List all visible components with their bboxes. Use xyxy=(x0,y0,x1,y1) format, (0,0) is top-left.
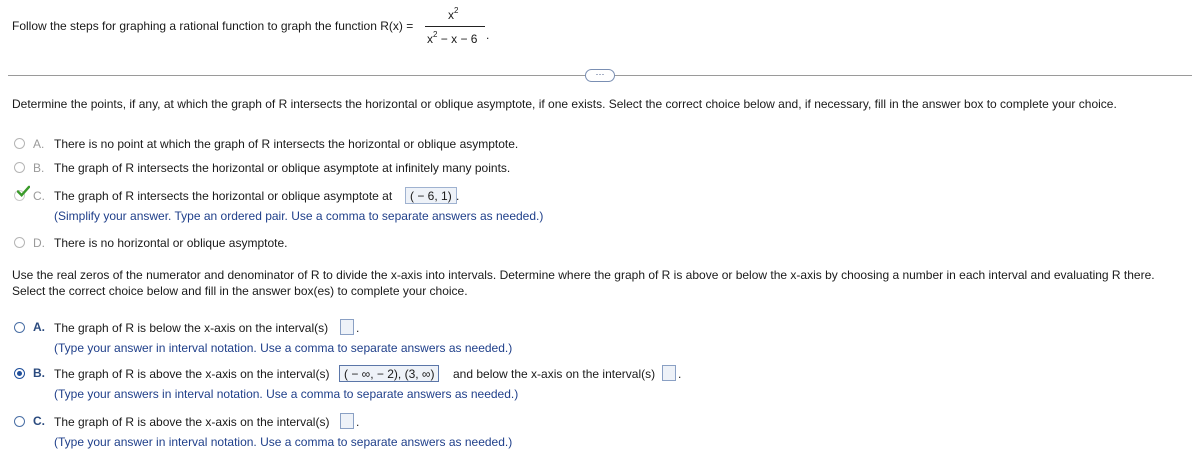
question-2-text-line1: Use the real zeros of the numerator and denominator of R to divide the x-axis into intervals. Determine where the graph of R is above or below the x-axis by choosing a number in each interval and evaluating R there. xyxy=(12,268,1155,282)
numerator: $x^2$ xyxy=(448,6,459,22)
q1-option-a-text[interactable]: There is no point at which the graph of R intersects the horizontal or oblique asymptote. xyxy=(54,137,519,151)
q2-option-a-period: . xyxy=(356,321,360,335)
q2-answer-box-below[interactable] xyxy=(662,365,676,381)
q2-option-a-letter: A. xyxy=(33,320,45,334)
prompt-period: . xyxy=(486,28,490,42)
q1-option-d-radio[interactable] xyxy=(14,237,25,248)
fraction-bar xyxy=(425,26,485,27)
q1-option-c-text[interactable]: The graph of R intersects the horizontal or oblique asymptote at xyxy=(54,189,393,203)
denominator: $x^2 - x - 6$ xyxy=(427,30,478,46)
q1-option-c-hint: (Simplify your answer. Type an ordered pair. Use a comma to separate answers as needed.) xyxy=(54,209,544,223)
q2-option-b-period: . xyxy=(678,367,682,381)
q2-option-c-answer-box[interactable] xyxy=(340,413,354,429)
q2-option-b-middle-text: and below the x-axis on the interval(s) xyxy=(453,367,656,381)
q2-option-a-answer-box[interactable] xyxy=(340,319,354,335)
q2-option-c-hint: (Type your answer in interval notation. Use a comma to separate answers as needed.) xyxy=(54,435,513,449)
q2-option-a-hint: (Type your answer in interval notation. Use a comma to separate answers as needed.) xyxy=(54,341,513,355)
q2-option-c-text[interactable]: The graph of R is above the x-axis on the interval(s) xyxy=(54,415,330,429)
q2-option-c-radio[interactable] xyxy=(14,416,25,427)
question-1-text: Determine the points, if any, at which the graph of R intersects the horizontal or oblique asymptote, if one exists. Select the correct choice below and, if necessary, fill in the answer box to complete your choice. xyxy=(12,97,1117,111)
q1-option-c-period: . xyxy=(456,189,460,203)
q1-answer-box[interactable]: ( − 6, 1) xyxy=(405,187,457,204)
q2-option-b-text[interactable]: The graph of R is above the x-axis on the interval(s) xyxy=(54,367,330,381)
q2-answer-box-above[interactable]: ( − ∞, − 2), (3, ∞) xyxy=(339,365,439,382)
q1-option-b-letter: B. xyxy=(33,161,45,175)
prompt-text: Follow the steps for graphing a rational function to graph the function R(x) = xyxy=(12,19,414,33)
more-button[interactable]: ··· xyxy=(585,69,615,82)
correct-check-icon xyxy=(17,185,30,198)
q1-option-b-radio[interactable] xyxy=(14,162,25,173)
q1-option-d-letter: D. xyxy=(33,236,45,250)
q2-option-a-radio[interactable] xyxy=(14,322,25,333)
q2-option-c-period: . xyxy=(356,415,360,429)
rational-function-fraction xyxy=(425,6,485,48)
q1-option-d-text[interactable]: There is no horizontal or oblique asymptote. xyxy=(54,236,288,250)
q2-option-a-text[interactable]: The graph of R is below the x-axis on the interval(s) xyxy=(54,321,329,335)
q1-option-a-letter: A. xyxy=(33,137,45,151)
q2-option-b-hint: (Type your answers in interval notation. Use a comma to separate answers as needed.) xyxy=(54,387,519,401)
q1-option-a-radio[interactable] xyxy=(14,138,25,149)
question-2-text-line2: Select the correct choice below and fill in the answer box(es) to complete your choice. xyxy=(12,284,468,298)
q1-option-c-letter: C. xyxy=(33,189,45,203)
q2-option-c-letter: C. xyxy=(33,414,45,428)
q1-option-b-text[interactable]: The graph of R intersects the horizontal or oblique asymptote at infinitely many points. xyxy=(54,161,511,175)
q2-option-b-radio[interactable] xyxy=(14,368,25,379)
q2-option-b-letter: B. xyxy=(33,366,45,380)
